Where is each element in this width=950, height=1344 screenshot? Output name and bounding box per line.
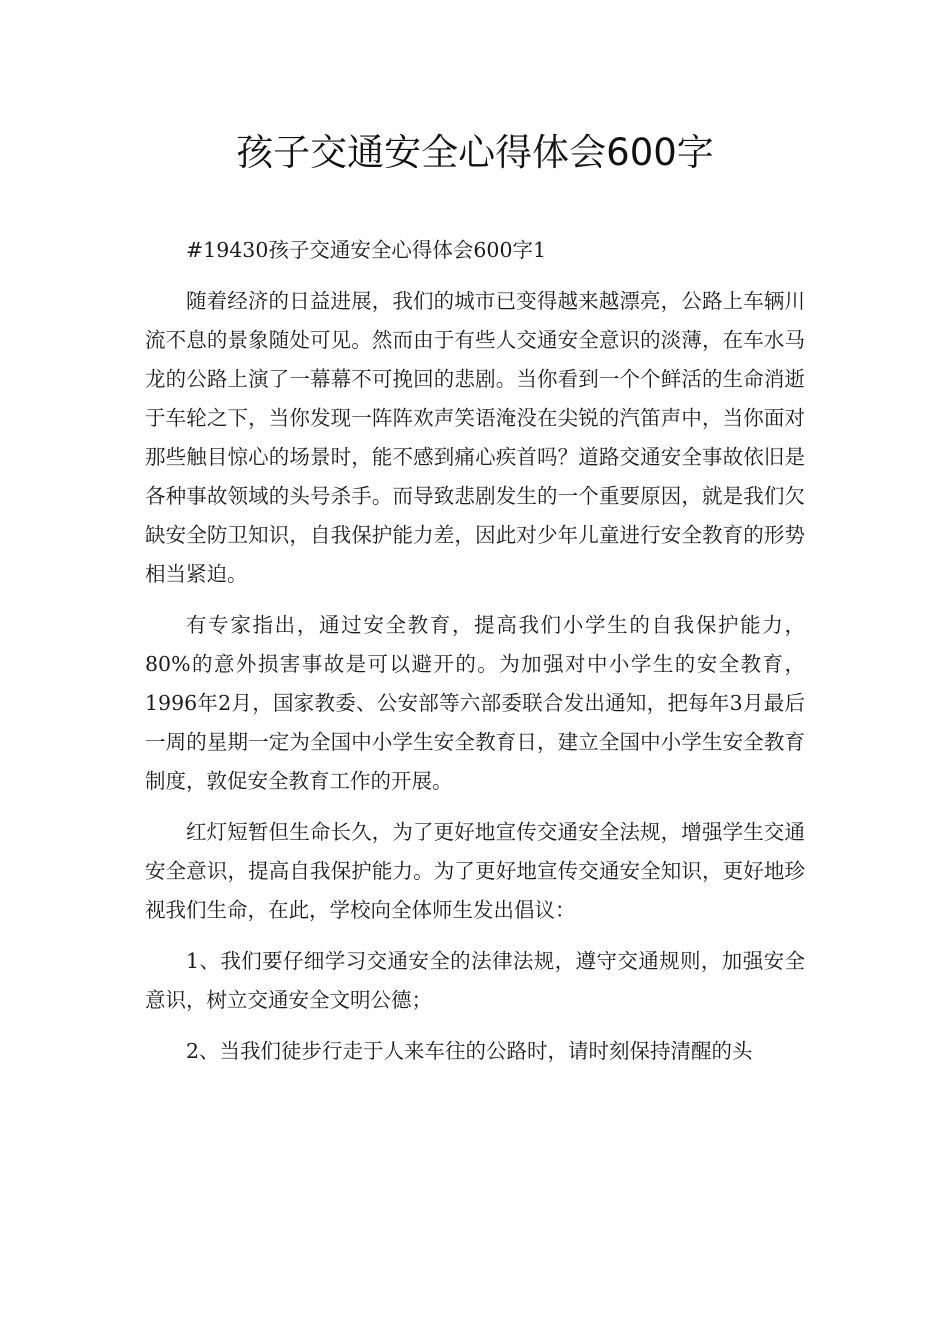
paragraph-1: 随着经济的日益进展，我们的城市已变得越来越漂亮，公路上车辆川流不息的景象随处可见。然而由于有些人交通安全意识的淡薄，在车水马龙的公路上演了一幕幕不可挽回的悲剧。当你看到一个个鲜活的生命消逝于车轮之下，当你发现一阵阵欢声笑语淹没在尖锐的汽笛声中，当你面对那些触目惊心的场景时，能不感到痛心疾首吗？道路交通安全事故依旧是各种事故领域的头号杀手。而导致悲剧发生的一个重要原因，就是我们欠缺安全防卫知识，自我保护能力差，因此对少年儿童进行安全教育的形势相当紧迫。 bbox=[145, 289, 805, 586]
paragraph-2: 有专家指出，通过安全教育，提高我们小学生的自我保护能力，80%的意外损害事故是可以避开的。为加强对中小学生的安全教育，1996年2月，国家教委、公安部等六部委联合发出通知，把每年3月最后一周的星期一定为全国中小学生安全教育日，建立全国中小学生安全教育制度，敦促安全教育工作的开展。 bbox=[145, 613, 805, 793]
paragraph-3: 红灯短暂但生命长久，为了更好地宣传交通安全法规，增强学生交通安全意识，提高自我保护能力。为了更好地宣传交通安全知识，更好地珍视我们生命，在此，学校向全体师生发出倡议： bbox=[145, 820, 805, 922]
paragraph-4: 1、我们要仔细学习交通安全的法律法规，遵守交通规则，加强安全意识，树立交通安全文明公德； bbox=[145, 949, 805, 1012]
document-subheading: #19430孩子交通安全心得体会600字1 bbox=[186, 238, 547, 262]
paragraph-5: 2、当我们徒步行走于人来车往的公路时，请时刻保持清醒的头 bbox=[186, 1039, 753, 1063]
document-body bbox=[145, 231, 805, 1071]
document-title: 孩子交通安全心得体会600字 bbox=[236, 131, 714, 174]
